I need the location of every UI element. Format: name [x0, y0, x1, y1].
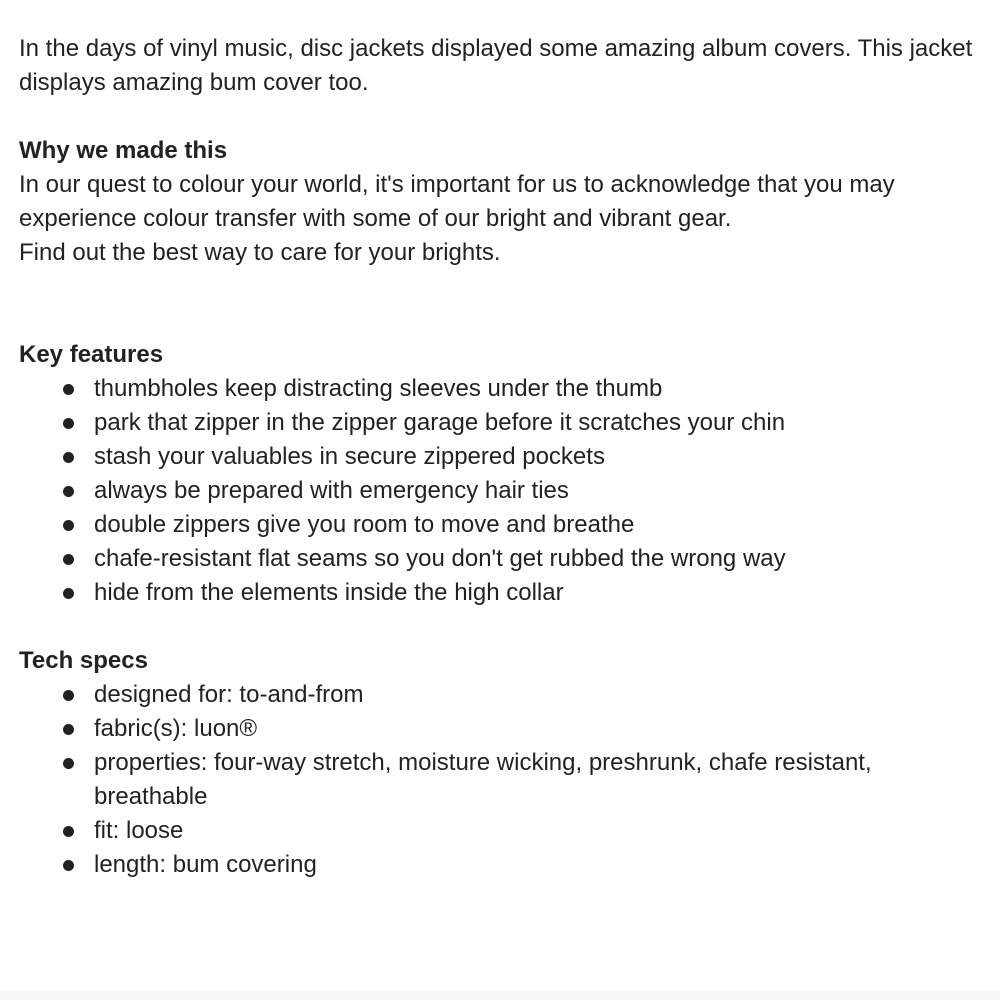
list-item: always be prepared with emergency hair ties — [94, 474, 979, 508]
why-care-line: Find out the best way to care for your brights. — [19, 239, 501, 266]
list-item: hide from the elements inside the high collar — [94, 576, 979, 610]
key-features-section — [19, 338, 979, 610]
why-line: In our quest to colour your world, it's important for us to acknowledge that you may experience colour transfer with some of our bright and vibrant gear. — [19, 171, 895, 232]
product-description — [19, 32, 979, 882]
tech-specs-title: Tech specs — [19, 647, 148, 674]
page-bottom-band — [0, 990, 1000, 1000]
list-item: double zippers give you room to move and breathe — [94, 508, 979, 542]
why-section-body — [19, 168, 979, 270]
tech-specs-list — [19, 678, 979, 882]
list-item: properties: four-way stretch, moisture wicking, preshrunk, chafe resistant, breathable — [94, 746, 979, 814]
why-we-made-this-section — [19, 134, 979, 270]
list-item: fit: loose — [94, 814, 979, 848]
list-item: stash your valuables in secure zippered pockets — [94, 440, 979, 474]
tech-specs-section — [19, 644, 979, 882]
why-section-title: Why we made this — [19, 137, 228, 164]
list-item: designed for: to-and-from — [94, 678, 979, 712]
list-item: length: bum covering — [94, 848, 979, 882]
list-item: park that zipper in the zipper garage before it scratches your chin — [94, 406, 979, 440]
intro-paragraph: In the days of vinyl music, disc jackets displayed some amazing album covers. This jacket displays amazing bum cover too. — [19, 35, 973, 96]
list-item: thumbholes keep distracting sleeves under the thumb — [94, 372, 979, 406]
key-features-title: Key features — [19, 341, 164, 368]
key-features-list — [19, 372, 979, 610]
list-item: fabric(s): luon® — [94, 712, 979, 746]
list-item: chafe-resistant flat seams so you don't get rubbed the wrong way — [94, 542, 979, 576]
